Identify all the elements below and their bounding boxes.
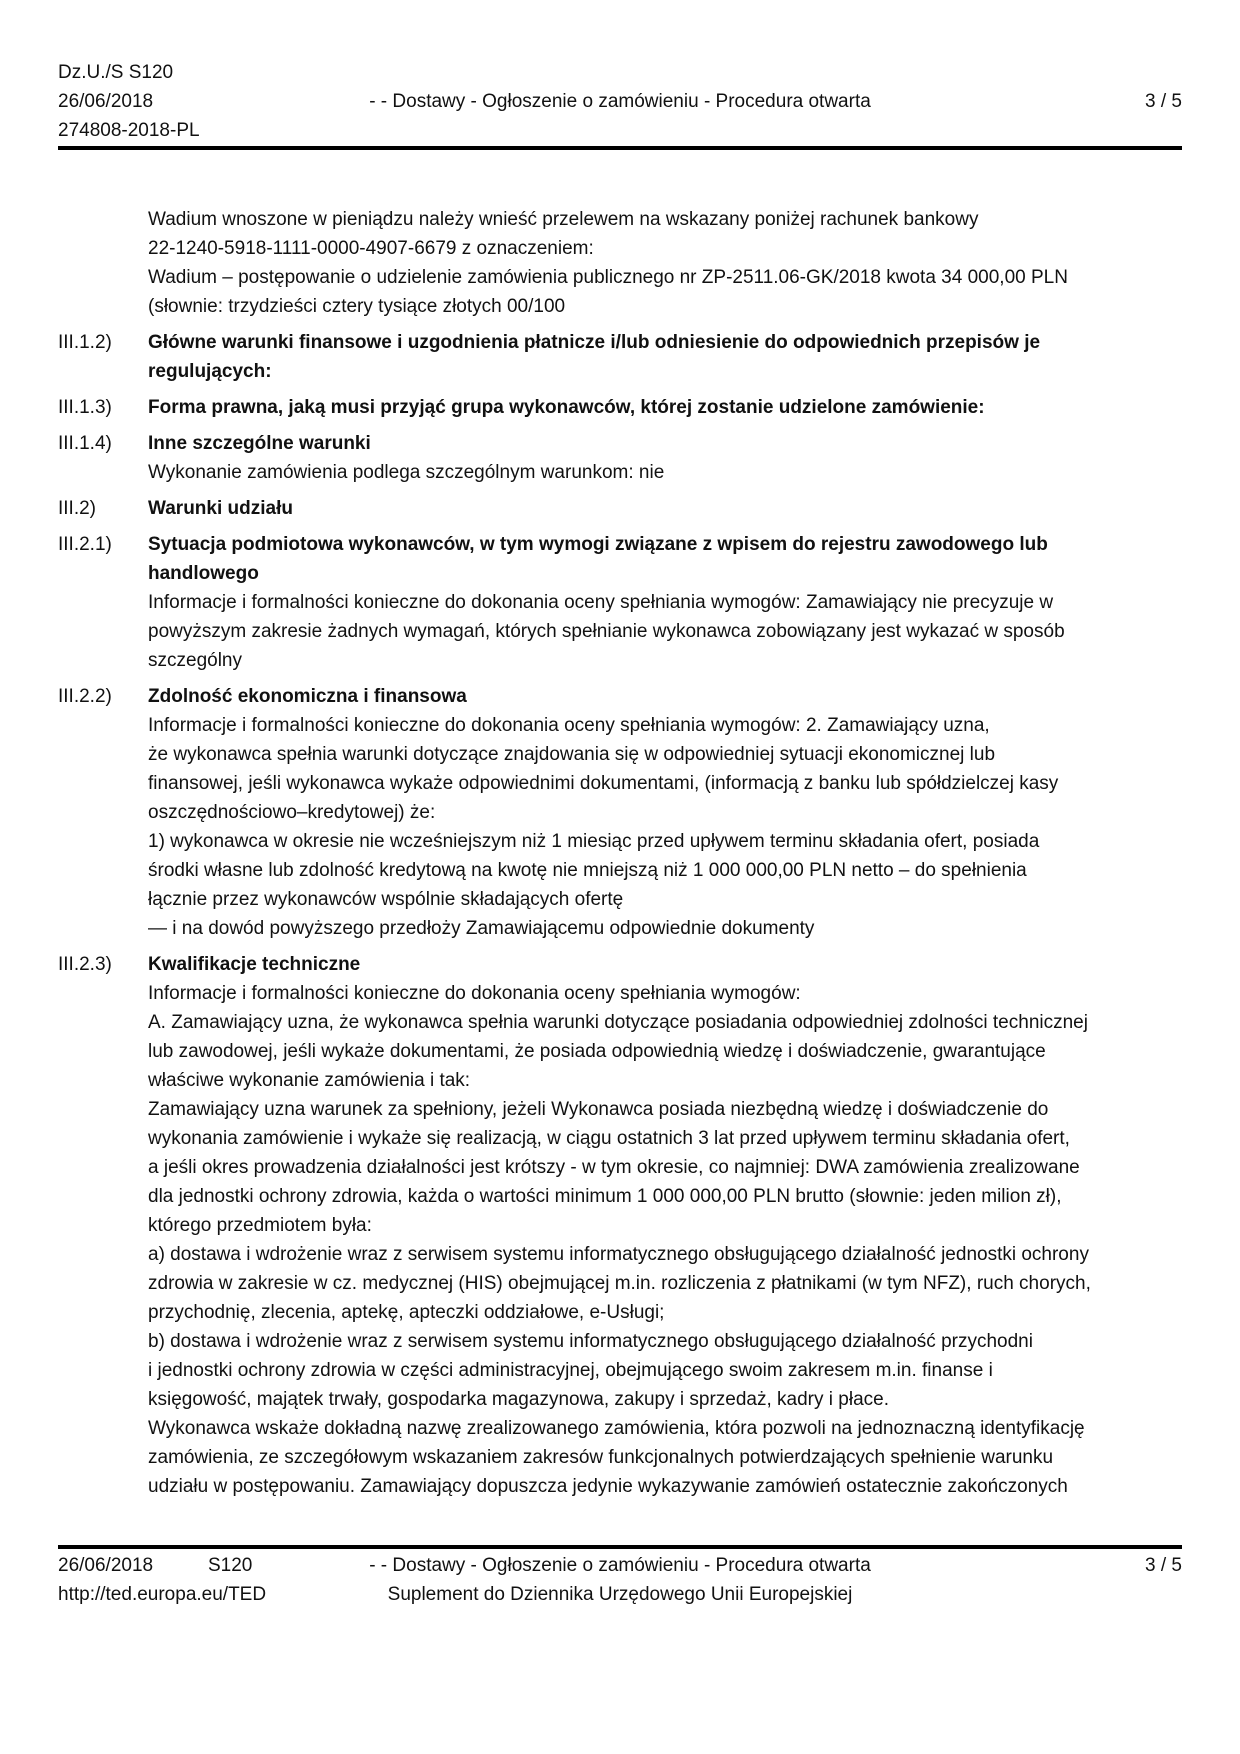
section-title: Sytuacja podmiotowa wykonawców, w tym wymogi związane z wpisem do rejestru zawodowego lub [148, 534, 1048, 555]
section-title: Forma prawna, jaką musi przyjąć grupa wykonawców, której zostanie udzielone zamówienie: [148, 397, 985, 418]
section-text: 1) wykonawca w okresie nie wcześniejszym niż 1 miesiąc przed upływem terminu składania ofert, posiada [148, 831, 1040, 852]
section-text: powyższym zakresie żadnych wymagań, których spełnianie wykonawca zobowiązany jest wykazać w sposób [148, 621, 1065, 642]
header-divider [58, 146, 1182, 150]
header-notice-id: 274808-2018-PL [58, 120, 200, 141]
footer-date: 26/06/2018 [58, 1555, 154, 1576]
footer-title: - - Dostawy - Ogłoszenie o zamówieniu - Procedura otwarta [369, 1555, 871, 1576]
section-text: Informacje i formalności konieczne do dokonania oceny spełniania wymogów: 2. Zamawiający uzna, [148, 715, 990, 736]
section-text: — i na dowód powyższego przedłoży Zamawiającemu odpowiednie dokumenty [148, 918, 815, 939]
section-text: a) dostawa i wdrożenie wraz z serwisem systemu informatycznego obsługującego działalność jednostki ochrony [148, 1244, 1089, 1265]
section-text: udziału w postępowaniu. Zamawiający dopuszcza jedynie wykazywanie zamówień ostatecznie zakończonych [148, 1476, 1068, 1497]
footer-series: S120 [208, 1555, 253, 1576]
section-title: Kwalifikacje techniczne [148, 954, 361, 975]
section-text: księgowość, majątek trwały, gospodarka magazynowa, zakupy i sprzedaż, kadry i płace. [148, 1389, 889, 1410]
intro-line: 22-1240-5918-1111-0000-4907-6679 z oznaczeniem: [148, 238, 594, 259]
section-text: a jeśli okres prowadzenia działalności jest krótszy - w tym okresie, co najmniej: DWA zamówienia zrealizowane [148, 1157, 1080, 1178]
section-body [148, 429, 1182, 487]
intro-line: Wadium wnoszone w pieniądzu należy wnieść przelewem na wskazany poniżej rachunek bankowy [148, 209, 979, 230]
section-text: środki własne lub zdolność kredytową na kwotę nie mniejszą niż 1 000 000,00 PLN netto – do spełnienia [148, 860, 1027, 881]
section-text: przychodnię, zlecenia, aptekę, apteczki oddziałowe, e-Usługi; [148, 1302, 665, 1323]
section-text: szczególny [148, 650, 242, 671]
footer-url-link[interactable]: http://ted.europa.eu/TED [58, 1584, 267, 1605]
section-body [148, 393, 1182, 422]
section-body [148, 530, 1182, 675]
section-text: oszczędnościowo–kredytowej) że: [148, 802, 436, 823]
intro-line: Wadium – postępowanie o udzielenie zamówienia publicznego nr ZP-2511.06-GK/2018 kwota 34 000,00 PLN [148, 267, 1068, 288]
footer-page-number: 3 / 5 [1145, 1555, 1182, 1576]
section-text: wykonania zamówienie i wykaże się realizacją, w ciągu ostatnich 3 lat przed upływem terminu składania ofert, [148, 1128, 1070, 1149]
section-item [58, 530, 1182, 675]
section-number: III.2.2) [58, 686, 112, 707]
section-text: Zamawiający uzna warunek za spełniony, jeżeli Wykonawca posiada niezbędną wiedzę i doświadczenie do [148, 1099, 1049, 1120]
section-item [58, 494, 1182, 523]
section-number: III.2.1) [58, 534, 112, 555]
section-text: b) dostawa i wdrożenie wraz z serwisem systemu informatycznego obsługującego działalność przychodni [148, 1331, 1033, 1352]
header-page-number: 3 / 5 [1145, 91, 1182, 112]
section-body [148, 328, 1182, 386]
page-footer [58, 1551, 1182, 1611]
section-item [58, 328, 1182, 386]
section-title: Inne szczególne warunki [148, 433, 371, 454]
section-text: Informacje i formalności konieczne do dokonania oceny spełniania wymogów: [148, 983, 801, 1004]
section-text: Informacje i formalności konieczne do dokonania oceny spełniania wymogów: Zamawiający nie precyzuje w [148, 592, 1054, 613]
section-text: łącznie przez wykonawców wspólnie składających ofertę [148, 889, 624, 910]
footer-divider [58, 1545, 1182, 1549]
section-text: Wykonanie zamówienia podlega szczególnym warunkom: nie [148, 462, 665, 483]
section-item [58, 682, 1182, 943]
section-item [58, 429, 1182, 487]
section-text: A. Zamawiający uzna, że wykonawca spełnia warunki dotyczące posiadania odpowiedniej zdolności technicznej [148, 1012, 1088, 1033]
page-header [58, 58, 1182, 150]
section-number: III.1.3) [58, 397, 112, 418]
section-text: Wykonawca wskaże dokładną nazwę zrealizowanego zamówienia, która pozwoli na jednoznaczną identyfikację [148, 1418, 1085, 1439]
section-item [58, 950, 1182, 1501]
section-text: finansowej, jeśli wykonawca wykaże odpowiednimi dokumentami, (informacją z banku lub spółdzielczej kasy [148, 773, 1059, 794]
section-title: Warunki udziału [148, 498, 293, 519]
section-text: właściwe wykonanie zamówienia i tak: [148, 1070, 471, 1091]
section-body [148, 950, 1182, 1501]
intro-paragraph [148, 205, 1182, 321]
section-body [148, 494, 1182, 523]
section-text: że wykonawca spełnia warunki dotyczące znajdowania się w odpowiedniej sytuacji ekonomicznej lub [148, 744, 996, 765]
section-text: zdrowia w zakresie w cz. medycznej (HIS) obejmującej m.in. rozliczenia z płatnikami (w tym NFZ), ruch chorych, [148, 1273, 1091, 1294]
header-journal: Dz.U./S S120 [58, 62, 174, 83]
section-text: i jednostki ochrony zdrowia w części administracyjnej, obejmującego swoim zakresem m.in. finanse i [148, 1360, 993, 1381]
section-title: Zdolność ekonomiczna i finansowa [148, 686, 467, 707]
document-content [58, 205, 1182, 1508]
footer-supplement: Suplement do Dziennika Urzędowego Unii Europejskiej [387, 1584, 853, 1605]
header-date: 26/06/2018 [58, 91, 154, 112]
section-body [148, 682, 1182, 943]
section-number: III.1.4) [58, 433, 112, 454]
section-text: dla jednostki ochrony zdrowia, każda o wartości minimum 1 000 000,00 PLN brutto (słownie: jeden milion zł), [148, 1186, 1062, 1207]
sections-list [58, 328, 1182, 1501]
section-text: zamówienia, ze szczegółowym wskazaniem zakresów funkcjonalnych potwierdzających spełnienie warunku [148, 1447, 1054, 1468]
header-title: - - Dostawy - Ogłoszenie o zamówieniu - Procedura otwarta [369, 91, 871, 112]
section-number: III.2) [58, 498, 97, 519]
section-title: regulujących: [148, 361, 272, 382]
section-number: III.1.2) [58, 332, 112, 353]
section-item [58, 393, 1182, 422]
section-text: lub zawodowej, jeśli wykaże dokumentami, że posiada odpowiednią wiedzę i doświadczenie, gwarantujące [148, 1041, 1046, 1062]
section-title: handlowego [148, 563, 259, 584]
intro-line: (słownie: trzydzieści cztery tysiące złotych 00/100 [148, 296, 566, 317]
section-title: Główne warunki finansowe i uzgodnienia płatnicze i/lub odniesienie do odpowiednich przepisów je [148, 332, 1041, 353]
section-number: III.2.3) [58, 954, 112, 975]
section-text: którego przedmiotem była: [148, 1215, 372, 1236]
